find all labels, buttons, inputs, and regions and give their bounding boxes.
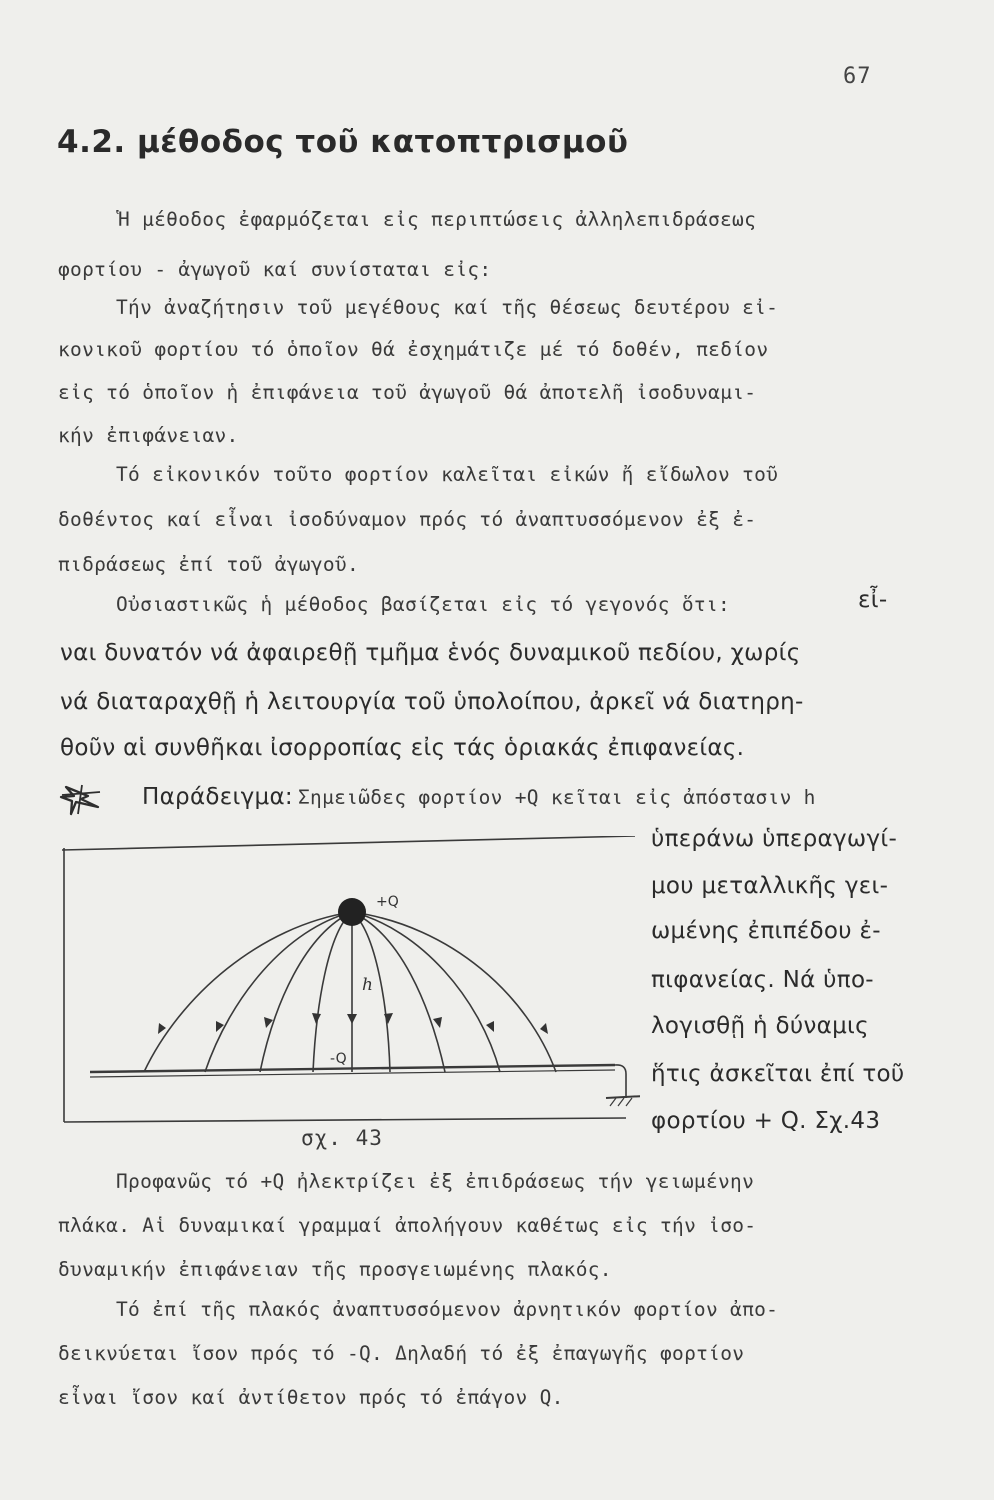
figure-frame-bottom xyxy=(64,1118,626,1122)
star-icon xyxy=(58,782,104,818)
handwritten-line: ὑπεράνω ὑπεραγωγί- xyxy=(651,826,898,852)
field-line xyxy=(313,912,352,1072)
charge-label: +Q xyxy=(376,894,399,910)
text-line: Τό εἰκονικόν τοῦτο φορτίον καλεῖται εἰκών ἤ εἴδωλον τοῦ xyxy=(116,463,779,486)
handwritten-line: ἥτις ἀσκεῖται ἐπί τοῦ xyxy=(651,1061,905,1087)
distance-label: h xyxy=(362,975,373,995)
example-label: Παράδειγμα: xyxy=(142,784,293,810)
handwritten-line: λογισθῇ ἡ δύναμις xyxy=(651,1013,869,1039)
handwritten-line: εἶ- xyxy=(858,587,888,613)
figure-image-charge xyxy=(60,836,640,1136)
text-line: κονικοῦ φορτίου τό ὁποῖον θά ἐσχημάτιζε μέ τό δοθέν, πεδίον xyxy=(58,338,769,361)
text-line: Τό ἐπί τῆς πλακός ἀναπτυσσόμενον ἀρνητικόν φορτίον ἀπο- xyxy=(116,1298,779,1321)
field-line xyxy=(260,912,352,1072)
text-line: κήν ἐπιφάνειαν. xyxy=(58,424,239,447)
text-line: εἰς τό ὁποῖον ἡ ἐπιφάνεια τοῦ ἀγωγοῦ θά ἀποτελῆ ἰσοδυναμι- xyxy=(58,381,757,404)
section-title: 4.2. μέθοδος τοῦ κατοπτρισμοῦ xyxy=(57,124,629,160)
handwritten-line: μου μεταλλικῆς γει- xyxy=(651,873,889,899)
handwritten-line: ναι δυνατόν νά ἀφαιρεθῇ τμῆμα ἑνός δυναμικοῦ πεδίου, χωρίς xyxy=(60,640,801,666)
field-arrows xyxy=(158,1013,548,1034)
handwritten-line: νά διαταραχθῇ ἡ λειτουργία τοῦ ὑπολοίπου, ἀρκεῖ νά διατηρη- xyxy=(60,689,804,715)
handwritten-line: ωμένης ἐπιπέδου ἐ- xyxy=(651,918,881,944)
page-number: 67 xyxy=(843,64,872,89)
image-charge-label: -Q xyxy=(330,1051,347,1067)
text-line: Προφανῶς τό +Q ἠλεκτρίζει ἐξ ἐπιδράσεως τήν γειωμένην xyxy=(116,1170,755,1193)
handwritten-line: φορτίου + Q. Σχ.43 xyxy=(651,1108,881,1134)
text-line: Σημειῶδες φορτίον +Q κεῖται εἰς ἀπόστασιν h xyxy=(298,786,816,809)
figure-frame-top xyxy=(62,836,635,850)
text-line: δυναμικήν ἐπιφάνειαν τῆς προσγειωμένης πλακός. xyxy=(58,1258,612,1281)
text-line: πλάκα. Αἱ δυναμικαί γραμμαί ἀπολήγουν καθέτως εἰς τήν ἰσο- xyxy=(58,1214,757,1237)
text-line: Τήν ἀναζήτησιν τοῦ μεγέθους καί τῆς θέσεως δευτέρου εἰ- xyxy=(116,296,779,319)
text-line: δοθέντος καί εἶναι ἰσοδύναμον πρός τό ἀναπτυσσόμενον ἐξ ἐ- xyxy=(58,508,757,531)
ground-wire xyxy=(615,1065,626,1098)
text-line: πιδράσεως ἐπί τοῦ ἀγωγοῦ. xyxy=(58,553,359,576)
handwritten-line: πιφανείας. Νά ὑπο- xyxy=(651,967,874,993)
text-line: Οὐσιαστικῶς ἡ μέθοδος βασίζεται εἰς τό γεγονός ὅτι: xyxy=(116,593,731,616)
text-line: δεικνύεται ἴσον πρός τό -Q. Δηλαδή τό ἐξ ἐπαγωγῆς φορτίον xyxy=(58,1342,745,1365)
text-line: εἶναι ἴσον καί ἀντίθετον πρός τό ἐπάγον Q. xyxy=(58,1386,564,1409)
point-charge xyxy=(338,898,366,926)
field-line xyxy=(352,912,500,1072)
text-line: φορτίου - ἀγωγοῦ καί συνίσταται εἰς: xyxy=(58,258,492,281)
handwritten-line: θοῦν αἱ συνθῆκαι ἰσορροπίας εἰς τάς ὁριακάς ἐπιφανείας. xyxy=(60,735,745,761)
text-line: Ἡ μέθοδος ἐφαρμόζεται εἰς περιπτώσεις ἀλληλεπιδράσεως xyxy=(118,208,757,231)
figure-caption: σχ. 43 xyxy=(301,1126,383,1150)
